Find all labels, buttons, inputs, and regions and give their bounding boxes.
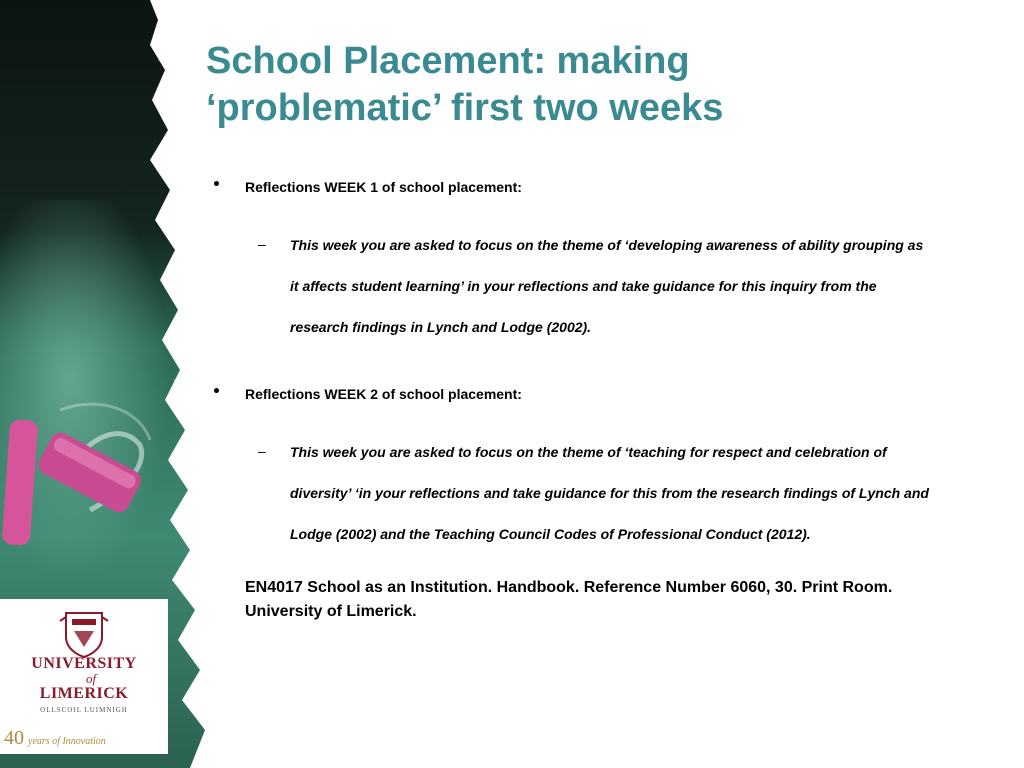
reference-line2: University of Limerick.: [245, 603, 417, 620]
sub-bullet-week1: [290, 225, 980, 348]
sub-bullet-line: Lodge (2002) and the Teaching Council Codes of Professional Conduct (2012).: [290, 526, 811, 542]
reference-citation: [245, 576, 985, 624]
sub-bullet-line: This week you are asked to focus on the theme of ‘developing awareness of ability grouping as: [290, 237, 924, 253]
reference-line1: EN4017 School as an Institution. Handbook. Reference Number 6060, 30. Print Room.: [245, 579, 893, 596]
university-logo: [0, 599, 168, 754]
bullet-label-week2: Reflections WEEK 2 of school placement:: [245, 386, 522, 402]
bullet-label-week1: Reflections WEEK 1 of school placement:: [245, 179, 522, 195]
sub-bullet-week2: [290, 432, 980, 555]
sub-bullet-line: research findings in Lynch and Lodge (2002).: [290, 319, 592, 335]
anniversary-number: 40: [4, 727, 24, 749]
sub-bullet-line: This week you are asked to focus on the theme of ‘teaching for respect and celebration of: [290, 444, 887, 460]
sub-bullet-line: diversity’ ‘in your reflections and take guidance for this from the research findings of Lynch and: [290, 485, 929, 501]
bullet-marker-1: •: [212, 177, 221, 193]
bullet-marker-2: •: [212, 384, 221, 400]
slide-title-line1: School Placement: making: [206, 40, 690, 82]
slide-title-line2: ‘problematic’ first two weeks: [206, 87, 724, 129]
logo-name-line3: LIMERICK: [39, 685, 129, 702]
logo-name-line1: UNIVERSITY: [31, 655, 137, 672]
logo-irish-name: OLLSCOIL LUIMNIGH: [40, 706, 128, 714]
logo-name-line2: of: [85, 671, 97, 686]
sub-bullet-marker-1: –: [258, 236, 266, 252]
sub-bullet-line: it affects student learning’ in your reflections and take guidance for this inquiry from the: [290, 278, 877, 294]
anniversary-text: years of Innovation: [28, 736, 106, 747]
slide-title: [206, 38, 986, 132]
sub-bullet-marker-2: –: [258, 443, 266, 459]
crest-icon: [60, 613, 108, 657]
